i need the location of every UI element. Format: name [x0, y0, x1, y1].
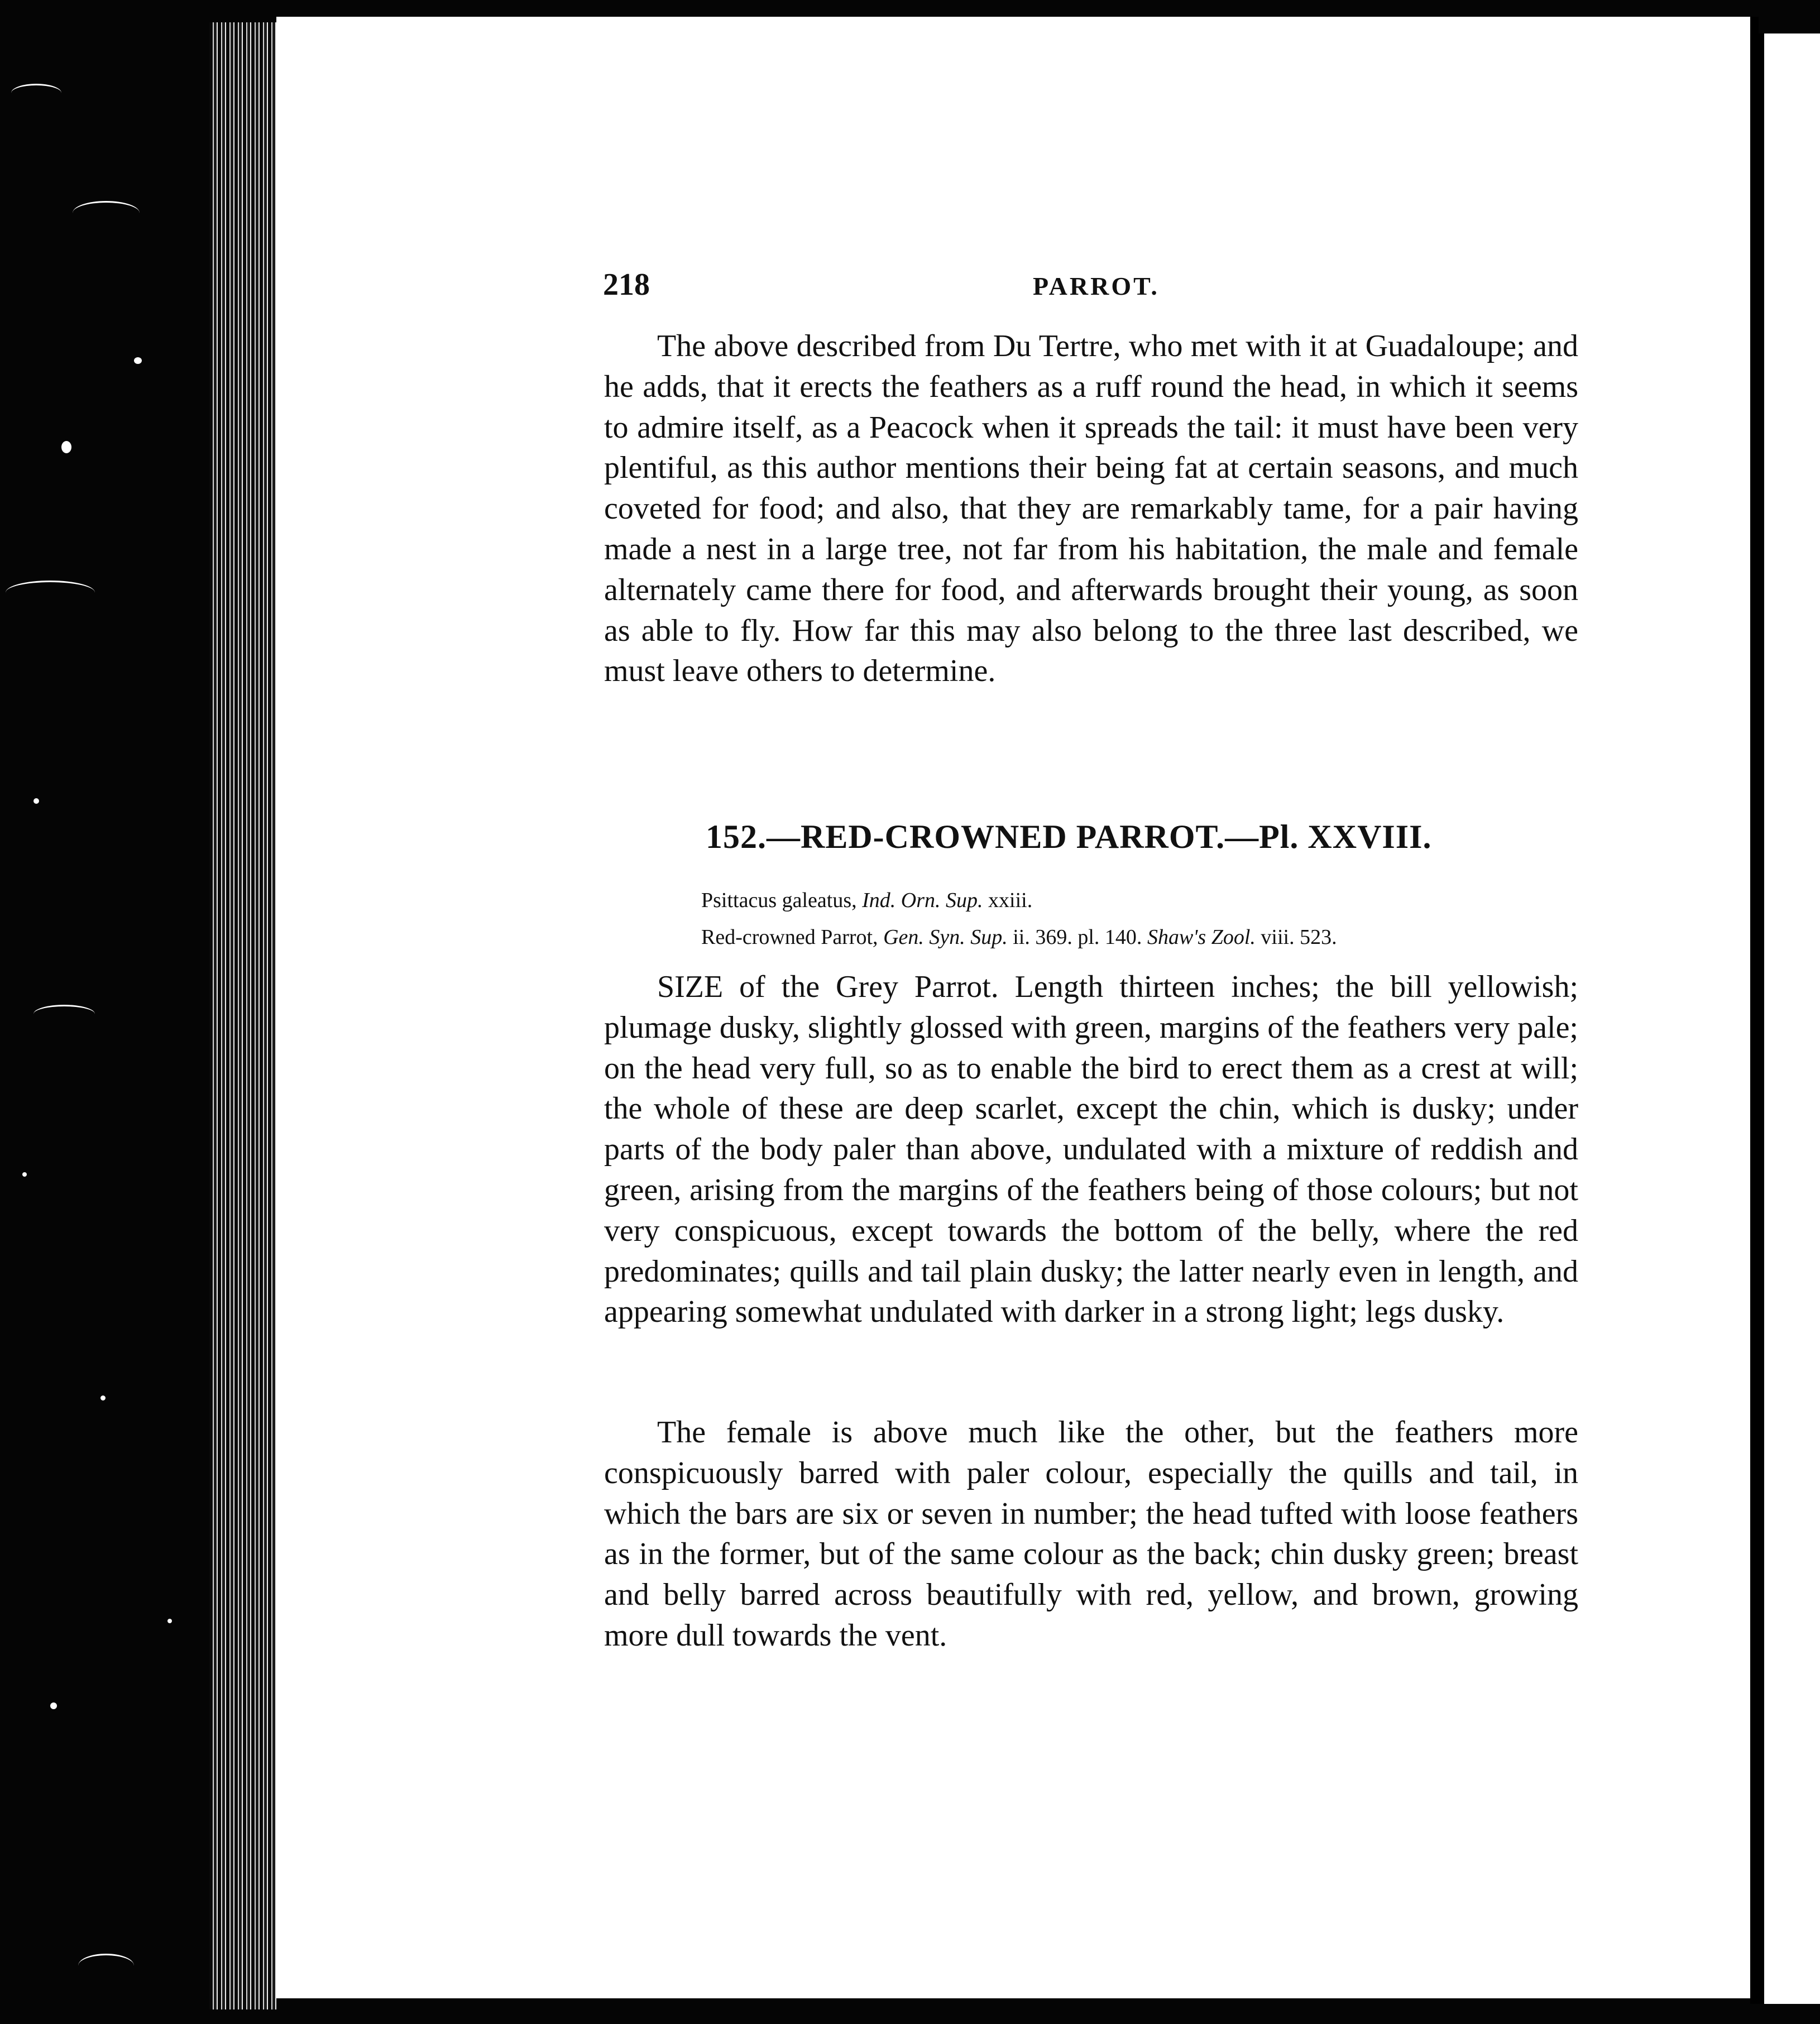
running-head — [603, 267, 1820, 306]
synonym-name: Red-crowned Parrot, — [701, 925, 878, 949]
scan-streak — [78, 1954, 134, 1978]
paragraph: The above described from Du Tertre, who met with it at Guadaloupe; and he adds, that it erects the feathers as a ruff round the head, in which it seems to admire itself, as a Peacock when it spreads the tail: it must have been very plentiful, as this author mentions their being fat at certain seasons, and much coveted for food; and also, that they are remarkably tame, for a pair having made a nest in a large tree, not far from his habitation, the male and female alternately came there for food, and afterwards brought their young, as soon as able to fly. How far this may also belong to the three last described, we must leave others to determine. — [604, 329, 1578, 689]
scan-speck — [100, 1395, 106, 1401]
scan-streak — [11, 84, 61, 102]
paragraph: The female is above much like the other, but the feathers more conspicuously barred with paler colour, especially the quills and tail, in which the bars are six or seven in number; the head tufted with loose feathers as in the former, but of the same colour as the back; chin dusky green; breast and belly barred across beautifully with red, yellow, and brown, growing more dull towards the vent. — [604, 1415, 1578, 1653]
scan-streak — [6, 581, 95, 605]
book-page-edges — [209, 22, 276, 2009]
scan-speck — [50, 1702, 57, 1709]
synonym-line — [701, 882, 1594, 919]
text-block-1 — [604, 326, 1578, 692]
page-number: 218 — [603, 267, 650, 302]
synonym-list — [701, 882, 1594, 956]
binding-shadow — [1750, 17, 1759, 2004]
text-block-3 — [604, 1412, 1578, 1656]
synonym-reference-detail: xxiii. — [988, 889, 1033, 912]
synonym-name: Psittacus galeatus, — [701, 889, 857, 912]
paragraph: SIZE of the Grey Parrot. Length thirteen inches; the bill yellowish; plumage dusky, slightly glossed with green, margins of the feathers very pale; on the head very full, so as to enable the bird to erect them as a crest at will; the whole of these are deep scarlet, except the chin, which is dusky; under parts of the body paler than above, undulated with a mixture of reddish and green, arising from the margins of the feathers being of those colours; but not very conspicuous, except towards the bottom of the belly, where the red predominates; quills and tail plain dusky; the latter nearly even in length, and appearing somewhat undulated with darker in a strong light; legs dusky. — [604, 970, 1578, 1330]
synonym-reference-detail: viii. 523. — [1261, 925, 1337, 949]
scan-speck — [134, 357, 142, 364]
synonym-reference-detail: ii. 369. pl. 140. — [1013, 925, 1142, 949]
synonym-reference: Ind. Orn. Sup. — [862, 889, 983, 912]
scan-streak — [33, 1005, 95, 1023]
text-block-2 — [604, 967, 1578, 1332]
scan-speck — [33, 798, 39, 804]
running-title: PARROT. — [1033, 272, 1160, 300]
scan-speck — [167, 1619, 172, 1623]
synonym-line — [701, 919, 1594, 956]
scan-speck — [22, 1172, 27, 1177]
synonym-reference: Gen. Syn. Sup. — [883, 925, 1008, 949]
scan-speck — [61, 441, 71, 453]
section-heading: 152.—RED-CROWNED PARROT.—Pl. XXVIII. — [706, 818, 1432, 855]
facing-page-edge — [1759, 33, 1820, 2004]
synonym-reference: Shaw's Zool. — [1147, 925, 1256, 949]
scan-streak — [73, 201, 140, 225]
